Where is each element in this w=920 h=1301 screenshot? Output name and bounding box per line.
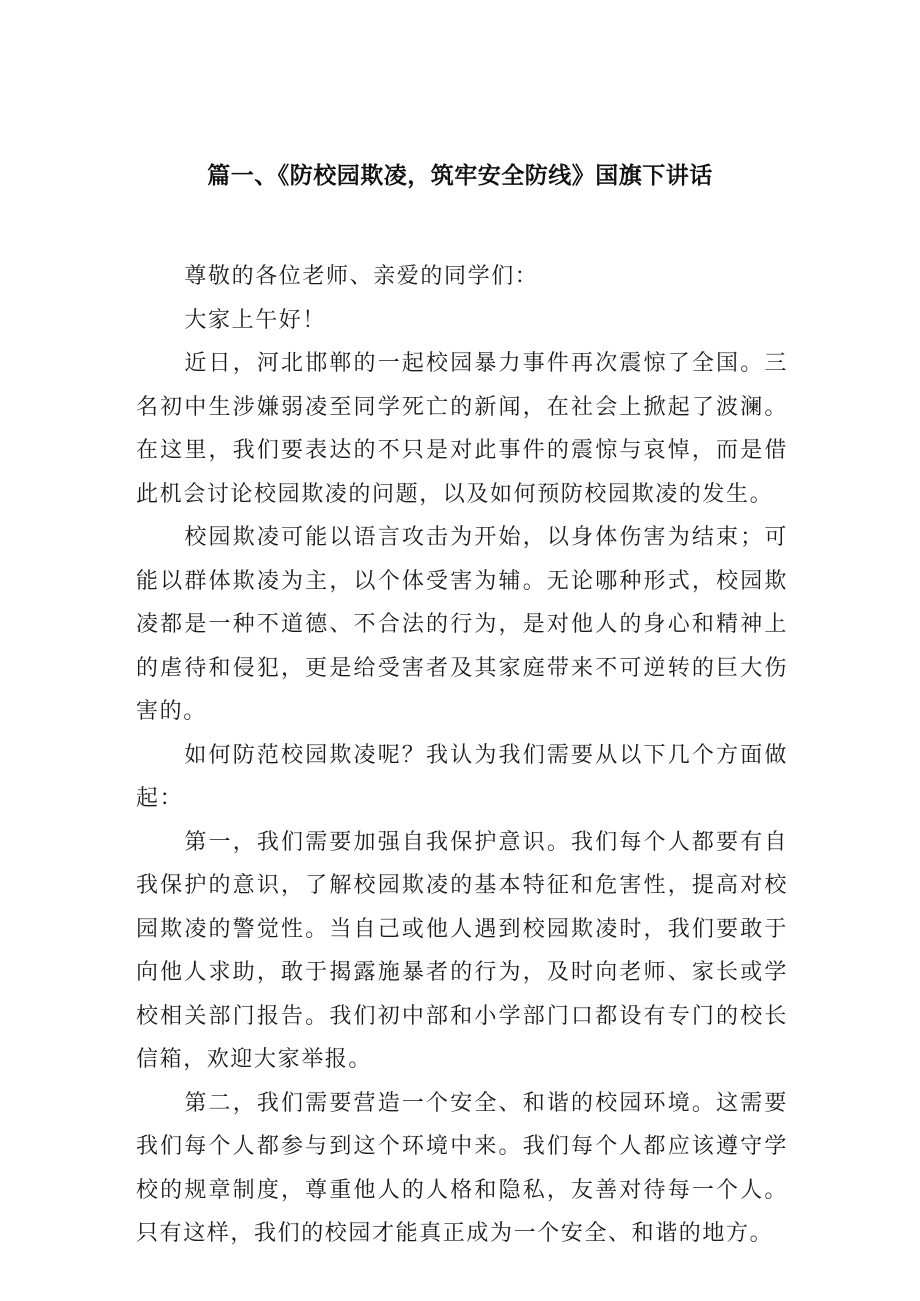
- paragraph-definition: 校园欺凌可能以语言攻击为开始，以身体伤害为结束；可能以群体欺凌为主，以个体受害为辅。无论哪种形式，校园欺凌都是一种不道德、不合法的行为，是对他人的身心和精神上的虐待和侵犯，更是给受害者及其家庭带来不可逆转的巨大伤害的。: [136, 525, 788, 724]
- document-body: [136, 255, 788, 1256]
- paragraph-salutation: 尊敬的各位老师、亲爱的同学们：: [184, 264, 539, 289]
- paragraph-greeting: 大家上午好！: [184, 307, 326, 333]
- paragraph-point-two: 第二，我们需要营造一个安全、和谐的校园环境。这需要我们每个人都参与到这个环境中来。我们每个人都应该遵守学校的规章制度，尊重他人的人格和隐私，友善对待每一个人。只有这样，我们的校园才能真正成为一个安全、和谐的地方。: [136, 1090, 788, 1246]
- paragraph-question: 如何防范校园欺凌呢？我认为我们需要从以下几个方面做起：: [136, 742, 788, 811]
- paragraph-point-one: 第一，我们需要加强自我保护意识。我们每个人都要有自我保护的意识，了解校园欺凌的基本特征和危害性，提高对校园欺凌的警觉性。当自己或他人遇到校园欺凌时，我们要敢于向他人求助，敢于揭露施暴者的行为，及时向老师、家长或学校相关部门报告。我们初中部和小学部门口都设有专门的校长信箱，欢迎大家举报。: [136, 829, 788, 1072]
- paragraph-intro: 近日，河北邯郸的一起校园暴力事件再次震惊了全国。三名初中生涉嫌弱凌至同学死亡的新闻，在社会上掀起了波澜。在这里，我们要表达的不只是对此事件的震惊与哀悼，而是借此机会讨论校园欺凌的问题，以及如何预防校园欺凌的发生。: [136, 351, 788, 507]
- document-title: 篇一、《防校园欺凌，筑牢安全防线》国旗下讲话: [207, 163, 713, 189]
